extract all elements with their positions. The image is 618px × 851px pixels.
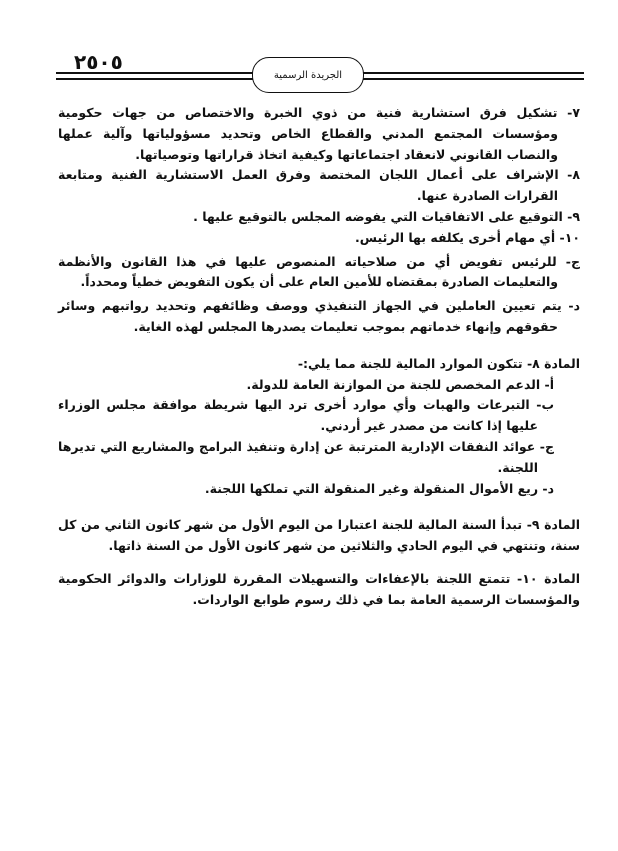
item-label: ١٠- xyxy=(559,229,580,245)
article-8-heading xyxy=(58,354,580,375)
item-label: ٧- xyxy=(567,105,580,120)
item-text: التوقيع على الاتفاقيات التي يفوضه المجلس بالتوقيع عليها . xyxy=(193,208,563,224)
article-label: المادة ٨- xyxy=(526,355,580,371)
item-text: أي مهام أخرى يكلفه بها الرئيس. xyxy=(355,229,556,245)
section-paragraph xyxy=(58,296,580,338)
article-text: تتمتع اللجنة بالإعفاءات والتسهيلات المقررة للوزارات والدوائر الحكومية والمؤسسات الرسمية العامة بما في ذلك رسوم طوابع الواردات. xyxy=(58,570,580,607)
article-8-item xyxy=(58,479,580,500)
item-label: ج- xyxy=(539,438,554,454)
item-label: ب- xyxy=(536,397,554,413)
list-item xyxy=(58,228,580,249)
item-text: التبرعات والهبات وأي موارد أخرى ترد اليها شريطة موافقة مجلس الوزراء عليها إذا كانت من مصدر غير أردني. xyxy=(58,397,538,434)
section-label: د- xyxy=(568,298,580,314)
article-label: المادة ٩- xyxy=(526,517,581,533)
section-label: ج- xyxy=(565,253,580,269)
item-label: أ- xyxy=(544,376,554,392)
article-10 xyxy=(58,569,580,611)
item-text: ريع الأموال المنقولة وغير المنقولة التي تملكها اللجنة. xyxy=(204,480,539,496)
publication-title: الجريدة الرسمية xyxy=(252,57,364,93)
item-text: الدعم المخصص للجنة من الموازنة العامة للدولة. xyxy=(246,376,541,392)
article-text: تبدأ السنة المالية للجنة اعتبارا من اليوم الأول من شهر كانون الثاني من كل سنة، وتنتهي في اليوم الحادي والثلاثين من شهر كانون الأول من السنة ذاتها. xyxy=(58,517,580,554)
article-intro: تتكون الموارد المالية للجنة مما يلي:- xyxy=(297,355,523,371)
list-item xyxy=(58,165,580,207)
section-text: يتم تعيين العاملين في الجهاز التنفيذي ووصف وظائفهم وتحديد رواتبهم وسائر حقوقهم وإنهاء خدماتهم بموجب تعليمات يصدرها المجلس لهذه الغاية. xyxy=(58,298,562,334)
item-text: الإشراف على أعمال اللجان المختصة وفرق العمل الاستشارية الفنية ومتابعة القرارات الصادرة عنها. xyxy=(58,167,559,204)
section-text: للرئيس تفويض أي من صلاحياته المنصوص عليها في هذا القانون والأنظمة والتعليمات الصادرة بمقتضاه للأمين العام على أن يكون التفويض خطياً ومحدداً. xyxy=(58,253,558,290)
article-label: المادة ١٠- xyxy=(517,570,581,586)
item-label: ٩- xyxy=(567,208,580,224)
article-9 xyxy=(58,515,580,557)
section-paragraph xyxy=(58,252,580,294)
article-8-item xyxy=(58,437,580,479)
item-text: تشكيل فرق استشارية فنية من ذوي الخبرة والاختصاص من جهات حكومية ومؤسسات المجتمع المدني والقطاع الخاص وتحديد مسؤولياتها وآلية عملها والنصاب القانوني لانعقاد اجتماعاتها وكيفية اتخاذ قراراتها وتوصياتها. xyxy=(58,105,558,162)
list-item xyxy=(58,207,580,228)
item-text: عوائد النفقات الإدارية المترتبة عن إدارة وتنفيذ البرامج والمشاريع التي تديرها اللجنة. xyxy=(58,438,538,475)
page-number: ٢٥٠٥ xyxy=(74,50,123,74)
list-item xyxy=(58,103,580,165)
article-8-item xyxy=(58,395,580,437)
article-8-item xyxy=(58,375,580,396)
item-label: ٨- xyxy=(567,167,580,183)
item-label: د- xyxy=(542,480,554,496)
document-body xyxy=(58,103,580,611)
